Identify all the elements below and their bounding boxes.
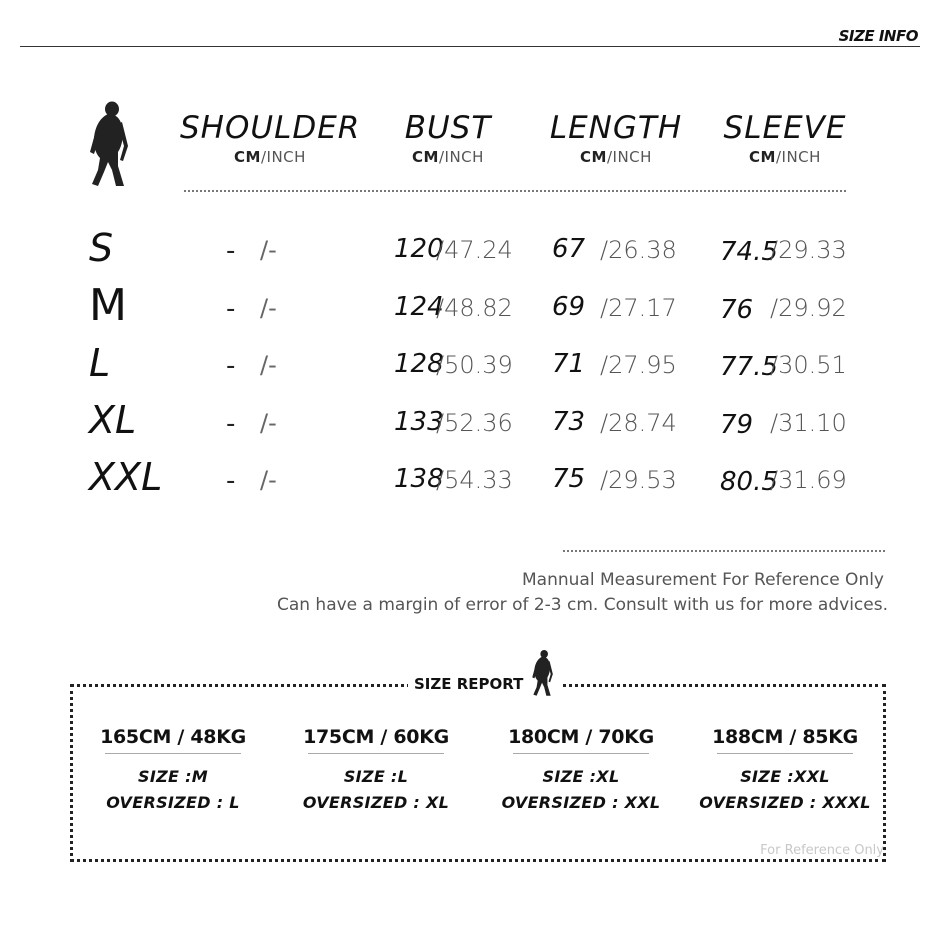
oversized-size: OVERSIZED : XXL <box>501 793 661 812</box>
column-header-length <box>526 110 706 166</box>
entry-divider <box>308 753 444 754</box>
bust-inch: /52.36 <box>436 409 513 437</box>
bust-inch: /47.24 <box>436 236 513 264</box>
sleeve-inch: /29.92 <box>770 294 847 322</box>
ape-figure-icon <box>84 100 132 188</box>
column-unit: CM/INCH <box>234 148 306 166</box>
size-label-xl: XL <box>89 398 137 442</box>
length-inch: /29.53 <box>600 466 677 494</box>
reference-note: For Reference Only <box>760 843 884 858</box>
bust-cm: 133 <box>394 407 444 437</box>
recommended-size: SIZE :L <box>343 767 409 786</box>
margin-note: Can have a margin of error of 2-3 cm. Consult with us for more advices. <box>276 595 888 615</box>
length-cm: 67 <box>552 234 586 264</box>
column-title: LENGTH <box>549 110 683 146</box>
height-weight: 188CM / 85KG <box>712 726 858 748</box>
measurement-note: Mannual Measurement For Reference Only <box>522 570 884 590</box>
length-cm: 71 <box>552 349 586 379</box>
bust-inch: /50.39 <box>436 351 513 379</box>
height-weight: 165CM / 48KG <box>100 726 246 748</box>
oversized-size: OVERSIZED : XL <box>302 793 450 812</box>
sleeve-cm: 74.5 <box>720 237 778 267</box>
ape-figure-icon <box>529 649 555 697</box>
bust-cm: 124 <box>394 292 444 322</box>
oversized-size: OVERSIZED : XXXL <box>699 793 871 812</box>
column-header-bust <box>358 110 538 166</box>
bust-cm: 138 <box>394 464 444 494</box>
height-weight: 175CM / 60KG <box>303 726 449 748</box>
shoulder-inch: /- <box>260 409 277 437</box>
length-inch: /27.95 <box>600 351 677 379</box>
sleeve-inch: /31.10 <box>770 409 847 437</box>
column-unit: CM/INCH <box>412 148 484 166</box>
sleeve-cm: 76 <box>720 295 754 325</box>
entry-divider <box>717 753 853 754</box>
length-inch: /27.17 <box>600 294 677 322</box>
shoulder-inch: /- <box>260 351 277 379</box>
length-cm: 69 <box>552 292 586 322</box>
shoulder-inch: /- <box>260 236 277 264</box>
entry-divider <box>513 753 649 754</box>
height-weight: 180CM / 70KG <box>508 726 654 748</box>
column-unit: CM/INCH <box>580 148 652 166</box>
recommended-size: SIZE :M <box>138 767 208 786</box>
sleeve-inch: /31.69 <box>770 466 847 494</box>
column-title: SHOULDER <box>180 110 361 146</box>
shoulder-cm: - <box>226 409 236 439</box>
size-label-s: S <box>89 226 114 270</box>
column-header-sleeve <box>695 110 875 166</box>
size-report-header <box>408 645 561 697</box>
shoulder-inch: /- <box>260 466 277 494</box>
sleeve-inch: /30.51 <box>770 351 847 379</box>
bust-inch: /48.82 <box>436 294 513 322</box>
length-cm: 73 <box>552 407 586 437</box>
length-inch: /26.38 <box>600 236 677 264</box>
entry-divider <box>105 753 241 754</box>
recommended-size: SIZE :XXL <box>740 767 830 786</box>
size-label-xxl: XXL <box>89 455 163 499</box>
size-report-title: SIZE REPORT <box>414 675 524 693</box>
size-report-entry <box>276 726 476 816</box>
sleeve-inch: /29.33 <box>770 236 847 264</box>
bust-cm: 120 <box>394 234 444 264</box>
size-report-entry <box>481 726 681 816</box>
notes-dotted-divider <box>563 550 885 552</box>
shoulder-inch: /- <box>260 294 277 322</box>
header-dotted-divider <box>184 190 846 192</box>
header-divider <box>20 46 920 47</box>
column-title: SLEEVE <box>723 110 847 146</box>
bust-cm: 128 <box>394 349 444 379</box>
shoulder-cm: - <box>226 466 236 496</box>
shoulder-cm: - <box>226 294 236 324</box>
column-header-shoulder <box>180 110 360 166</box>
length-inch: /28.74 <box>600 409 677 437</box>
size-label-l: L <box>89 341 111 385</box>
size-label-m: M <box>89 280 127 331</box>
column-unit: CM/INCH <box>749 148 821 166</box>
sleeve-cm: 79 <box>720 410 754 440</box>
sleeve-cm: 77.5 <box>720 352 778 382</box>
recommended-size: SIZE :XL <box>542 767 620 786</box>
size-info-title: SIZE INFO <box>838 27 918 45</box>
length-cm: 75 <box>552 464 586 494</box>
shoulder-cm: - <box>226 351 236 381</box>
column-title: BUST <box>404 110 492 146</box>
oversized-size: OVERSIZED : L <box>106 793 240 812</box>
bust-inch: /54.33 <box>436 466 513 494</box>
shoulder-cm: - <box>226 236 236 266</box>
sleeve-cm: 80.5 <box>720 467 778 497</box>
size-report-entry <box>685 726 885 816</box>
size-report-entry <box>73 726 273 816</box>
